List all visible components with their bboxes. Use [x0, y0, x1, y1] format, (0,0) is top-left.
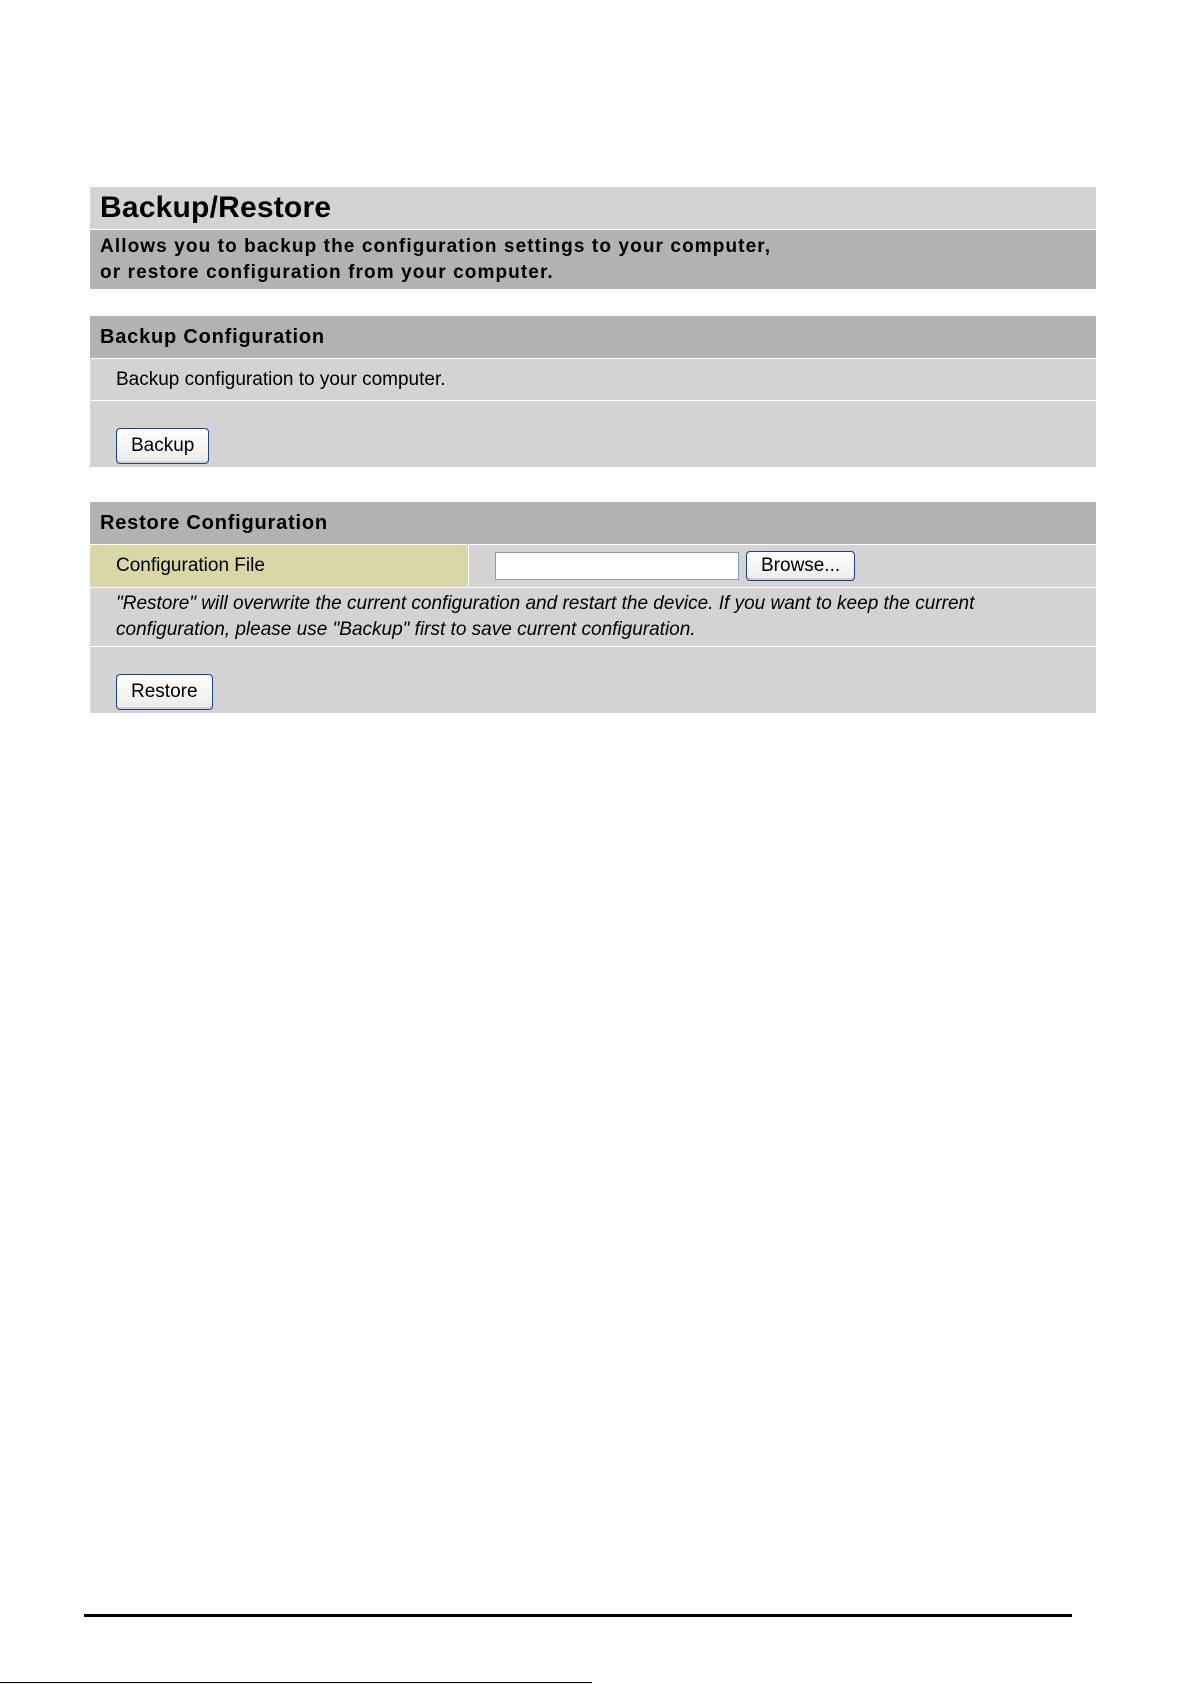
restore-button-row [90, 647, 1096, 713]
configuration-file-value-cell [469, 545, 1096, 587]
restore-section-heading: Restore Configuration [90, 502, 1096, 545]
backup-button-row [90, 401, 1096, 467]
backup-button[interactable]: Backup [116, 428, 209, 464]
configuration-file-row [90, 545, 1096, 588]
configuration-file-label: Configuration File [90, 545, 469, 587]
browse-button[interactable]: Browse... [746, 551, 855, 581]
backup-section [90, 316, 1096, 467]
backup-section-heading: Backup Configuration [90, 316, 1096, 359]
page-title: Backup/Restore [100, 191, 332, 224]
page-description-line-1: Allows you to backup the configuration settings to your computer, [100, 236, 772, 257]
restore-section [90, 502, 1096, 713]
page-description [90, 230, 1096, 289]
restore-button[interactable]: Restore [116, 674, 213, 710]
backup-description: Backup configuration to your computer. [90, 359, 1096, 401]
restore-warning-line-1: "Restore" will overwrite the current configuration and restart the device. If you want to keep the current [116, 593, 975, 614]
page-description-line-2: or restore configuration from your computer. [100, 262, 554, 283]
footer-divider [84, 1614, 1072, 1617]
restore-warning-line-2: configuration, please use "Backup" first to save current configuration. [116, 619, 696, 640]
bottom-divider [0, 1682, 592, 1683]
configuration-file-input[interactable] [495, 552, 739, 580]
page-header [90, 187, 1096, 289]
restore-warning [90, 588, 1096, 647]
page-title-bar [90, 187, 1096, 230]
